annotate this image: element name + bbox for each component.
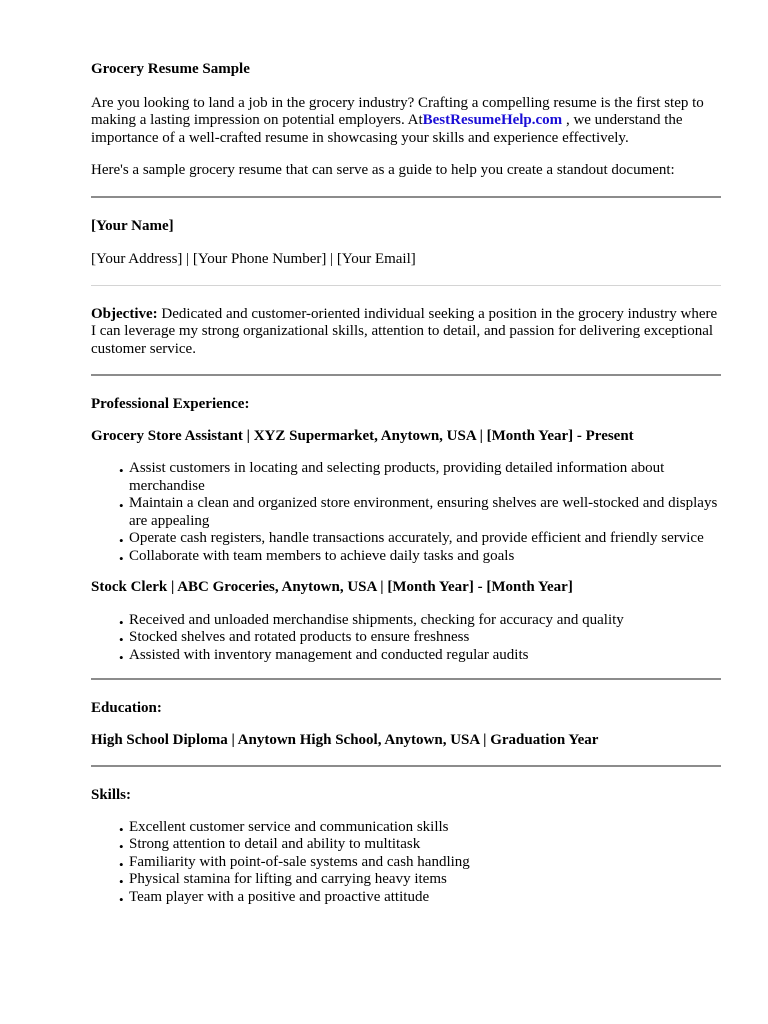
list-item-text: Operate cash registers, handle transactions accurately, and provide efficient and friendly service	[129, 530, 704, 546]
skills-list	[91, 819, 721, 907]
job-heading: Stock Clerk | ABC Groceries, Anytown, USA | [Month Year] - [Month Year]	[91, 579, 573, 595]
list-item-text: Maintain a clean and organized store environment, ensuring shelves are well-stocked and displays are appealing	[129, 495, 718, 529]
bullet-icon: •	[119, 498, 124, 513]
education-heading: Education:	[91, 700, 162, 716]
list-item	[119, 836, 721, 854]
list-item	[119, 547, 721, 566]
divider	[91, 374, 721, 376]
bullet-icon: •	[119, 856, 124, 872]
intro-text-2: , we understand the importance of a well-crafted resume in showcasing your skills and experience effectively.	[91, 112, 683, 146]
objective-paragraph	[91, 306, 721, 359]
list-item-text: Familiarity with point-of-sale systems and cash handling	[129, 853, 470, 870]
list-item	[119, 495, 721, 530]
objective-text: Dedicated and customer-oriented individual seeking a position in the grocery industry where I can leverage my strong organizational skills, attention to detail, and passion for delivering exceptional customer service.	[91, 305, 718, 357]
job-heading: Grocery Store Assistant | XYZ Supermarket, Anytown, USA | [Month Year] - Present	[91, 427, 634, 444]
intro-text-1: Are you looking to land a job in the grocery industry? Crafting a compelling resume is the first step to making a lasting impression on potential employers. At	[91, 94, 704, 128]
bullet-icon: •	[119, 550, 124, 566]
bullet-icon: •	[119, 632, 124, 647]
divider-light	[91, 285, 721, 286]
list-item	[119, 888, 721, 907]
resume-contact: [Your Address] | [Your Phone Number] | [Your Email]	[91, 251, 416, 267]
job-bullet-list	[91, 460, 721, 565]
list-item	[119, 530, 721, 548]
job-bullet-list	[91, 612, 721, 665]
list-item-text: Assisted with inventory management and conducted regular audits	[129, 646, 529, 663]
best-resume-help-link[interactable]: BestResumeHelp.com	[422, 112, 563, 128]
bullet-icon: •	[119, 614, 124, 630]
bullet-icon: •	[119, 463, 124, 478]
list-item-text: Assist customers in locating and selecting products, providing detailed information about merchandise	[129, 460, 665, 494]
intro-paragraph-2: Here's a sample grocery resume that can serve as a guide to help you create a standout document:	[91, 162, 675, 178]
list-item	[119, 871, 721, 889]
bullet-icon: •	[119, 649, 124, 665]
bullet-icon: •	[119, 891, 124, 907]
education-entry: High School Diploma | Anytown High School, Anytown, USA | Graduation Year	[91, 731, 599, 748]
bullet-icon: •	[119, 839, 124, 854]
list-item-text: Team player with a positive and proactive attitude	[129, 888, 430, 905]
objective-label: Objective:	[91, 305, 158, 322]
skills-heading: Skills:	[91, 787, 132, 803]
list-item-text: Collaborate with team members to achieve daily tasks and goals	[129, 547, 515, 564]
list-item-text: Received and unloaded merchandise shipments, checking for accuracy and quality	[129, 611, 624, 628]
experience-heading: Professional Experience:	[91, 396, 250, 412]
list-item	[119, 646, 721, 665]
list-item	[119, 853, 721, 872]
divider	[91, 196, 721, 198]
list-item	[119, 818, 721, 837]
bullet-icon: •	[119, 533, 124, 548]
list-item-text: Physical stamina for lifting and carrying heavy items	[129, 871, 447, 887]
list-item-text: Stocked shelves and rotated products to ensure freshness	[129, 629, 470, 645]
list-item	[119, 611, 721, 630]
intro-paragraph	[91, 95, 721, 148]
resume-name: [Your Name]	[91, 217, 174, 234]
bullet-icon: •	[119, 874, 124, 889]
document-body	[91, 61, 721, 920]
list-item	[119, 629, 721, 647]
bullet-icon: •	[119, 821, 124, 837]
list-item	[119, 460, 721, 495]
divider	[91, 765, 721, 767]
list-item-text: Excellent customer service and communication skills	[129, 818, 449, 835]
page-title: Grocery Resume Sample	[91, 61, 250, 77]
divider	[91, 678, 721, 680]
list-item-text: Strong attention to detail and ability to multitask	[129, 836, 421, 852]
